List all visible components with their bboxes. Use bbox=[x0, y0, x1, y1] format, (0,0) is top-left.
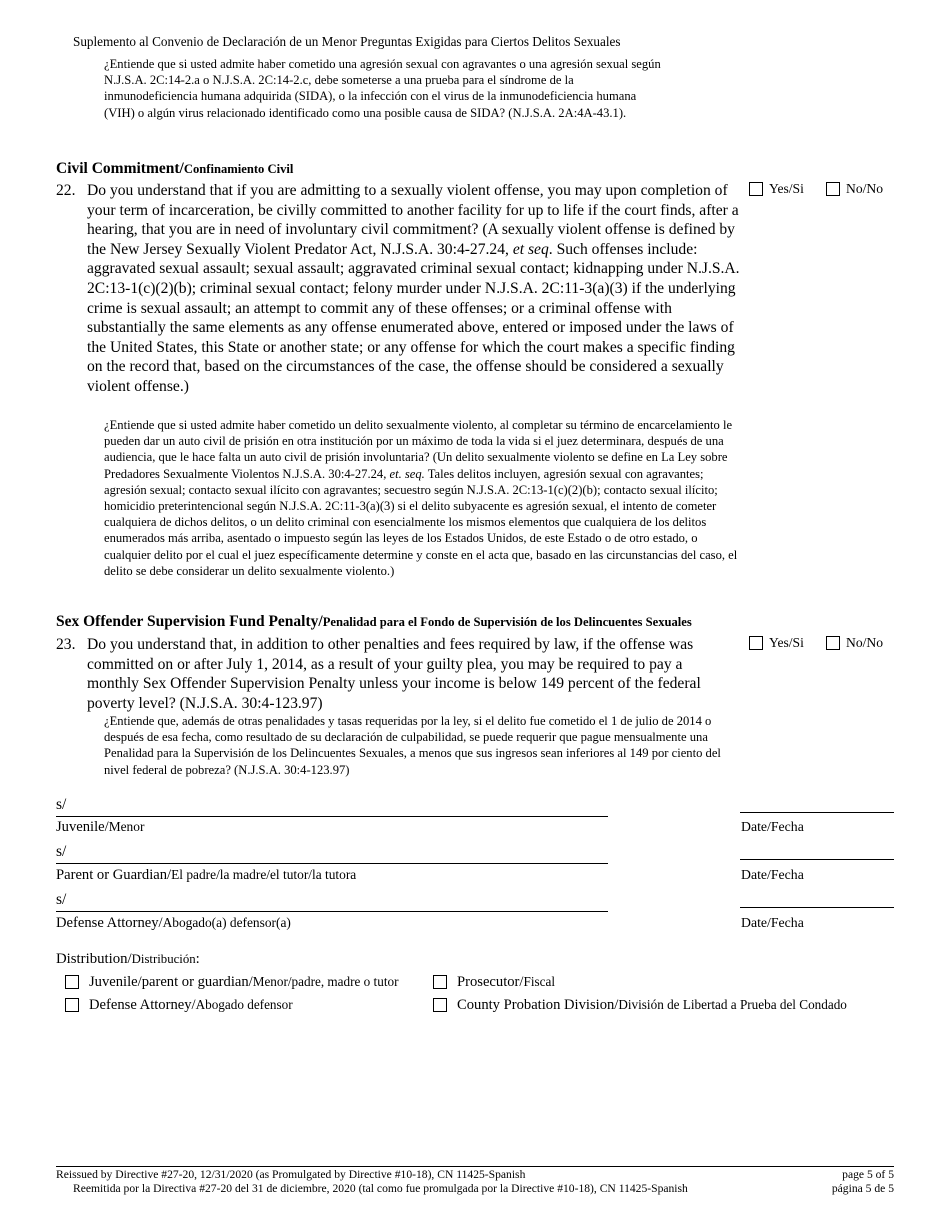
parent-label-es: El padre/la madre/el tutor/la tutora bbox=[171, 867, 357, 882]
juvenile-date-line[interactable] bbox=[740, 812, 894, 813]
distribution-prosecutor-label-en: Prosecutor/ bbox=[457, 974, 524, 990]
distribution-juvenile-label-en: Juvenile/parent or guardian/ bbox=[89, 974, 253, 990]
parent-date-label: Date/Fecha bbox=[741, 867, 804, 882]
distribution-probation-option[interactable] bbox=[433, 996, 847, 1014]
parent-signature-mark: s/ bbox=[56, 843, 67, 860]
attorney-date-label: Date/Fecha bbox=[741, 915, 804, 930]
distribution-heading-en: Distribution/ bbox=[56, 951, 132, 967]
question-22-yes-option[interactable] bbox=[749, 181, 804, 197]
juvenile-signature-mark: s/ bbox=[56, 796, 67, 813]
juvenile-label-es: Menor bbox=[108, 819, 145, 834]
supervision-fund-heading-en: Sex Offender Supervision Fund Penalty/ bbox=[56, 613, 323, 630]
distribution-prosecutor-option[interactable] bbox=[433, 973, 555, 991]
juvenile-date-label: Date/Fecha bbox=[741, 819, 804, 834]
footer-reissue-es: Reemitida por la Directiva #27-20 del 31 de diciembre, 2020 (tal como fue promulgada por la Directive #10-18), CN 11425-Spanish bbox=[73, 1182, 688, 1195]
attorney-signature-label bbox=[56, 914, 291, 932]
attorney-signature-line[interactable] bbox=[56, 911, 608, 912]
distribution-defense-label-es: Abogado defensor bbox=[195, 997, 293, 1012]
distribution-probation-label-en: County Probation Division/ bbox=[457, 997, 619, 1013]
parent-date-line[interactable] bbox=[740, 859, 894, 860]
distribution-heading-es: Distribución bbox=[131, 952, 196, 966]
question-23-yes-label: Yes/Si bbox=[769, 635, 804, 650]
question-22-es-part-2: Tales delitos incluyen, agresión sexual con agravantes; agresión sexual; contacto sexual ilícito con agravantes; secuestro según N.J.S.A. 2C:13-1(c)(2)(b); contacto sexual ilícito; homicidio preterintencional según N.J.S.A. 2C:11-3(a)(3) si el delito subyacente es agresión sexual, el intento de cometer cualquiera de dichos delitos, o un delito criminal con esencialmente los mismos elementos que cualquiera de los delitos enumerados más arriba, asentado o impuesto según las leyes de los Estados Unidos, de este Estado o de otro estado, o cualquier delito por el cual el juez específicamente determine y conste en el acta que, basado en las circunstancias del caso, el delito se debe considerar un delito sexualmente violento.) bbox=[104, 466, 738, 578]
distribution-juvenile-label-es: Menor/padre, madre o tutor bbox=[252, 974, 399, 989]
attorney-date-line[interactable] bbox=[740, 907, 894, 908]
distribution-defense-option[interactable] bbox=[65, 996, 293, 1014]
question-21-spanish-text: ¿Entiende que si usted admite haber cometido una agresión sexual con agravantes o una agresión sexual según N.J.S.A. 2C:14-2.a o N.J.S.A. 2C:14-2.c, debe someterse a una prueba para el síndrome de la inmunodeficiencia humana adquirida (SIDA), o la infección con el virus de la inmunodeficiencia humana (VIH) o algún virus relacionado identificado como una posible causa de SIDA? (N.J.S.A. 2A:4A-43.1). bbox=[104, 57, 661, 120]
question-22-no-label: No/No bbox=[846, 181, 884, 196]
question-23-no-option[interactable] bbox=[826, 635, 883, 651]
distribution-probation-checkbox[interactable] bbox=[433, 998, 447, 1012]
distribution-probation-label-es: División de Libertad a Prueba del Condado bbox=[618, 997, 847, 1012]
attorney-signature-mark: s/ bbox=[56, 891, 67, 908]
question-22-yes-checkbox[interactable] bbox=[749, 182, 763, 196]
question-22-en-part-1: Do you understand that if you are admitting to a sexually violent offense, you may upon completion of your term of incarceration, be civilly committed to another facility for up to life if the court finds, after a hearing, that you are in need of involuntary civil commitment? (A sexually violent offense is defined by the New Jersey Sexually Violent Predator Act, N.J.S.A. 30:4-27.24, bbox=[87, 182, 739, 258]
parent-signature-label bbox=[56, 866, 356, 884]
question-23-no-label: No/No bbox=[846, 635, 884, 650]
question-22-number: 22. bbox=[56, 182, 76, 199]
footer-reissue-en: Reissued by Directive #27-20, 12/31/2020 (as Promulgated by Directive #10-18), CN 11425-Spanish bbox=[56, 1168, 526, 1181]
question-23-yes-checkbox[interactable] bbox=[749, 636, 763, 650]
distribution-defense-label-en: Defense Attorney/ bbox=[89, 997, 196, 1013]
juvenile-signature-line[interactable] bbox=[56, 816, 608, 817]
attorney-label-es: Abogado(a) defensor(a) bbox=[162, 915, 291, 930]
distribution-defense-checkbox[interactable] bbox=[65, 998, 79, 1012]
question-22-yes-label: Yes/Si bbox=[769, 181, 804, 196]
supervision-fund-heading-es: Penalidad para el Fondo de Supervisión de los Delincuentes Sexuales bbox=[322, 615, 692, 629]
parent-label-en: Parent or Guardian/ bbox=[56, 867, 172, 883]
question-22-no-checkbox[interactable] bbox=[826, 182, 840, 196]
question-22-es-et-seq: et. seq. bbox=[389, 466, 425, 481]
supervision-fund-heading bbox=[56, 613, 692, 631]
footer-page-number-es: página 5 de 5 bbox=[831, 1182, 894, 1195]
juvenile-signature-label bbox=[56, 818, 144, 836]
distribution-prosecutor-label-es: Fiscal bbox=[523, 974, 555, 989]
question-22-spanish-text bbox=[104, 417, 744, 579]
question-22-no-option[interactable] bbox=[826, 181, 883, 197]
question-22-english-text bbox=[87, 181, 742, 397]
question-23-no-checkbox[interactable] bbox=[826, 636, 840, 650]
question-22-en-et-seq: et seq bbox=[512, 240, 549, 258]
question-23-english-text: Do you understand that, in addition to other penalties and fees required by law, if the offense was committed on or after July 1, 2014, as a result of your guilty plea, you may be required to pay a monthly Sex Offender Supervision Penalty unless your income is below 149 percent of the federal poverty level? (N.J.S.A. 30:4-123.97) bbox=[87, 636, 701, 712]
attorney-label-en: Defense Attorney/ bbox=[56, 915, 163, 931]
footer-rule bbox=[56, 1166, 894, 1167]
question-23-yes-option[interactable] bbox=[749, 635, 804, 651]
civil-commitment-heading-es: Confinamiento Civil bbox=[183, 162, 294, 176]
question-22-en-part-2: . Such offenses include: aggravated sexual assault; sexual assault; aggravated criminal sexual contact; kidnapping under N.J.S.A. 2C:13-1(c)(2)(b); criminal sexual contact; felony murder under N.J.S.A. 2C:11-3(a)(3) if the underlying crime is sexual assault; an attempt to commit any of these offenses; or a criminal offense with substantially the same elements as any offense enumerated above, entered or imposed under the laws of the United States, this State or another state; or any offense for which the court makes a specific finding on the record that, based on the circumstances of the case, the offense should be considered a sexually violent offense.) bbox=[87, 240, 740, 395]
juvenile-label-en: Juvenile/ bbox=[56, 819, 109, 835]
distribution-heading bbox=[56, 950, 200, 968]
parent-signature-line[interactable] bbox=[56, 863, 608, 864]
question-22-es-part-1: ¿Entiende que si usted admite haber cometido un delito sexualmente violento, al completar su término de encarcelamiento le pueden dar un auto civil de prisión en otra institución por un máximo de toda la vida si el juez determinara, después de una audiencia, que le hace falta un auto civil de prisión involuntaria? (Un delito sexualmente violento se define en La Ley sobre Predadores Sexualmente Violentos N.J.S.A. 30:4-27.24, bbox=[104, 418, 733, 481]
civil-commitment-heading bbox=[56, 160, 293, 178]
distribution-heading-colon: : bbox=[195, 951, 200, 967]
question-23-number: 23. bbox=[56, 636, 76, 653]
distribution-juvenile-option[interactable] bbox=[65, 973, 398, 991]
question-23-spanish-text: ¿Entiende que, además de otras penalidades y tasas requeridas por la ley, si el delito fue cometido el 1 de julio de 2014 o después de esa fecha, como resultado de su declaración de culpabilidad, se puede requerir que pague mensualmente una Penalidad para la Supervisión de los Delincuentes Sexuales, a menos que sus ingresos sean inferiores al 149 por ciento del nivel federal de pobreza? (N.J.S.A. 30:4-123.97) bbox=[104, 714, 721, 777]
running-header: Suplemento al Convenio de Declaración de un Menor Preguntas Exigidas para Ciertos Delitos Sexuales bbox=[73, 34, 621, 49]
civil-commitment-heading-en: Civil Commitment/ bbox=[56, 160, 184, 177]
distribution-prosecutor-checkbox[interactable] bbox=[433, 975, 447, 989]
footer-page-number-en: page 5 of 5 bbox=[842, 1168, 894, 1181]
distribution-juvenile-checkbox[interactable] bbox=[65, 975, 79, 989]
